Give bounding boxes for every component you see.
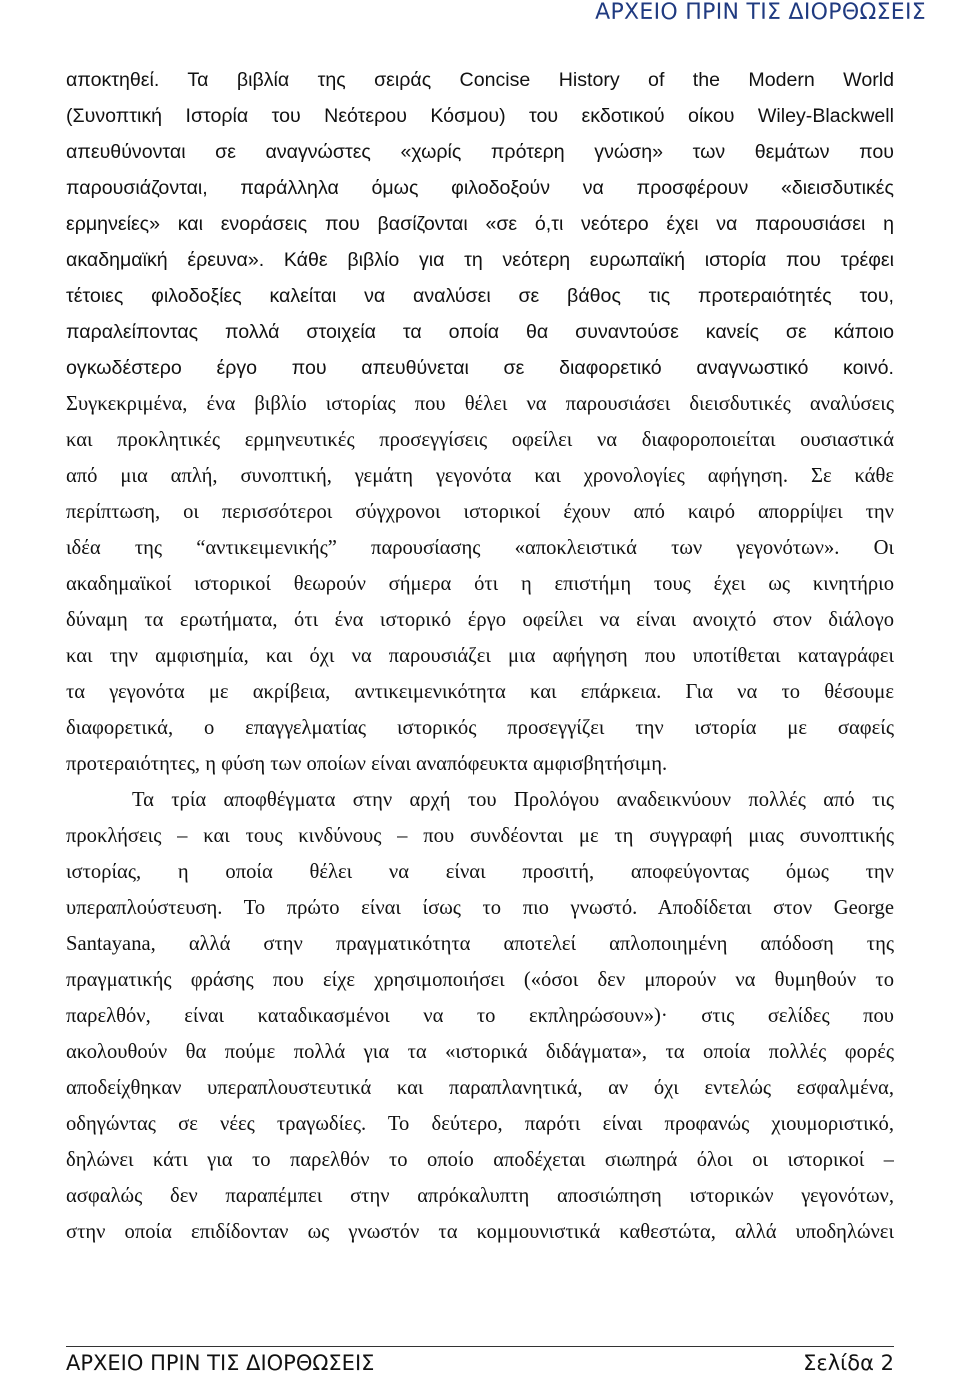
text-line: αποκτηθεί. Τα βιβλία της σειράς Concise History of the Modern World <box>66 69 894 91</box>
text-line: υπεραπλούστευση. Το πρώτο είναι ίσως το πιο γνωστό. Αποδίδεται στον George <box>66 897 894 919</box>
text-line: Συγκεκριμένα, ένα βιβλίο ιστορίας που θέλει να παρουσιάσει διεισδυτικές αναλύσεις <box>66 393 894 415</box>
text-line: αποδείχθηκαν υπεραπλουστευτικά και παραπλανητικά, αν όχι εντελώς εσφαλμένα, <box>66 1077 894 1099</box>
text-line: τα γεγονότα με ακρίβεια, αντικειμενικότητα και επάρκεια. Για να το θέσουμε <box>66 681 894 703</box>
text-line: ογκωδέστερο έργο που απευθύνεται σε διαφορετικό αναγνωστικό κοινό. <box>66 357 894 379</box>
text-line: (Συνοπτική Ιστορία του Νεότερου Κόσμου) του εκδοτικού οίκου Wiley-Blackwell <box>66 105 894 127</box>
text-line: προκλήσεις – και τους κινδύνους – που συνδέονται με τη συγγραφή μιας συνοπτικής <box>66 825 894 847</box>
text-line: δηλώνει κάτι για το παρελθόν το οποίο αποδέχεται σιωπηρά όλοι οι ιστορικοί – <box>66 1149 894 1171</box>
text-line: οδηγώντας σε νέες τραγωδίες. Το δεύτερο, παρότι είναι προφανώς χιουμοριστικό, <box>66 1113 894 1135</box>
text-line: απευθύνονται σε αναγνώστες «χωρίς πρότερη γνώση» των θεμάτων που <box>66 141 894 163</box>
text-line: περίπτωση, οι περισσότεροι σύγχρονοι ιστορικοί έχουν από καιρό απορρίψει την <box>66 501 894 523</box>
text-line: παραλείποντας πολλά στοιχεία τα οποία θα συναντούσε κανείς σε κάποιο <box>66 321 894 343</box>
text-line: από μια απλή, συνοπτική, γεμάτη γεγονότα και χρονολογίες αφήγηση. Σε κάθε <box>66 465 894 487</box>
text-line: τέτοιες φιλοδοξίες καλείται να αναλύσει σε βάθος τις προτεραιότητές του, <box>66 285 894 307</box>
text-line: στην οποία επιδίδονταν ως γνωστόν τα κομμουνιστικά καθεστώτα, αλλά υποδηλώνει <box>66 1221 894 1243</box>
text-line: πραγματικής φράσης που είχε χρησιμοποιήσει («όσοι δεν μπορούν να θυμηθούν το <box>66 969 894 991</box>
footer-title: ΑΡΧΕΙΟ ΠΡΙΝ ΤΙΣ ΔΙΟΡΘΩΣΕΙΣ <box>66 1351 375 1375</box>
text-line: ακαδημαϊκή έρευνα». Κάθε βιβλίο για τη νεότερη ευρωπαϊκή ιστορία που τρέφει <box>66 249 894 271</box>
text-line: δύναμη τα ερωτήματα, ότι ένα ιστορικό έργο οφείλει να είναι ανοιχτό στον διάλογο <box>66 609 894 631</box>
text-line: παρουσιάζονται, παράλληλα όμως φιλοδοξούν να προσφέρουν «διεισδυτικές <box>66 177 894 199</box>
text-line: ιδέα της “αντικειμενικής” παρουσίασης «αποκλειστικά των γεγονότων». Οι <box>66 537 894 559</box>
document-body <box>66 62 894 1250</box>
text-line: ακολουθούν θα πούμε πολλά για τα «ιστορικά διδάγματα», τα οποία πολλές φορές <box>66 1041 894 1063</box>
page-header: ΑΡΧΕΙΟ ΠΡΙΝ ΤΙΣ ΔΙΟΡΘΩΣΕΙΣ <box>595 0 926 25</box>
text-line: προτεραιότητες, η φύση των οποίων είναι αναπόφευκτα αμφισβητήσιμη. <box>66 753 668 775</box>
text-line: ιστορίας, η οποία θέλει να είναι προσιτή, αποφεύγοντας όμως την <box>66 861 894 883</box>
text-line: Τα τρία αποφθέγματα στην αρχή του Προλόγου αναδεικνύουν πολλές από τις <box>132 789 894 811</box>
text-line: ακαδημαϊκοί ιστορικοί θεωρούν σήμερα ότι η επιστήμη τους έχει ως κινητήριο <box>66 573 894 595</box>
text-line: παρελθόν, είναι καταδικασμένοι να το εκπληρώσουν»)· στις σελίδες που <box>66 1005 894 1027</box>
text-line: και την αμφισημία, και όχι να παρουσιάζει μια αφήγηση που υποτίθεται καταγράφει <box>66 645 894 667</box>
text-line: και προκλητικές ερμηνευτικές προσεγγίσεις οφείλει να διαφοροποιείται ουσιαστικά <box>66 429 894 451</box>
text-line: Santayana, αλλά στην πραγματικότητα αποτελεί απλοποιημένη απόδοση της <box>66 933 894 955</box>
text-line: ασφαλώς δεν παραπέμπει στην απρόκαλυπτη αποσιώπηση ιστορικών γεγονότων, <box>66 1185 894 1207</box>
page-footer <box>66 1346 894 1379</box>
text-line: διαφορετικά, ο επαγγελματίας ιστορικός προσεγγίζει την ιστορία με σαφείς <box>66 717 894 739</box>
page-number: Σελίδα 2 <box>803 1351 894 1375</box>
text-line: ερμηνείες» και ενοράσεις που βασίζονται «σε ό,τι νεότερο έχει να παρουσιάσει η <box>66 213 894 235</box>
